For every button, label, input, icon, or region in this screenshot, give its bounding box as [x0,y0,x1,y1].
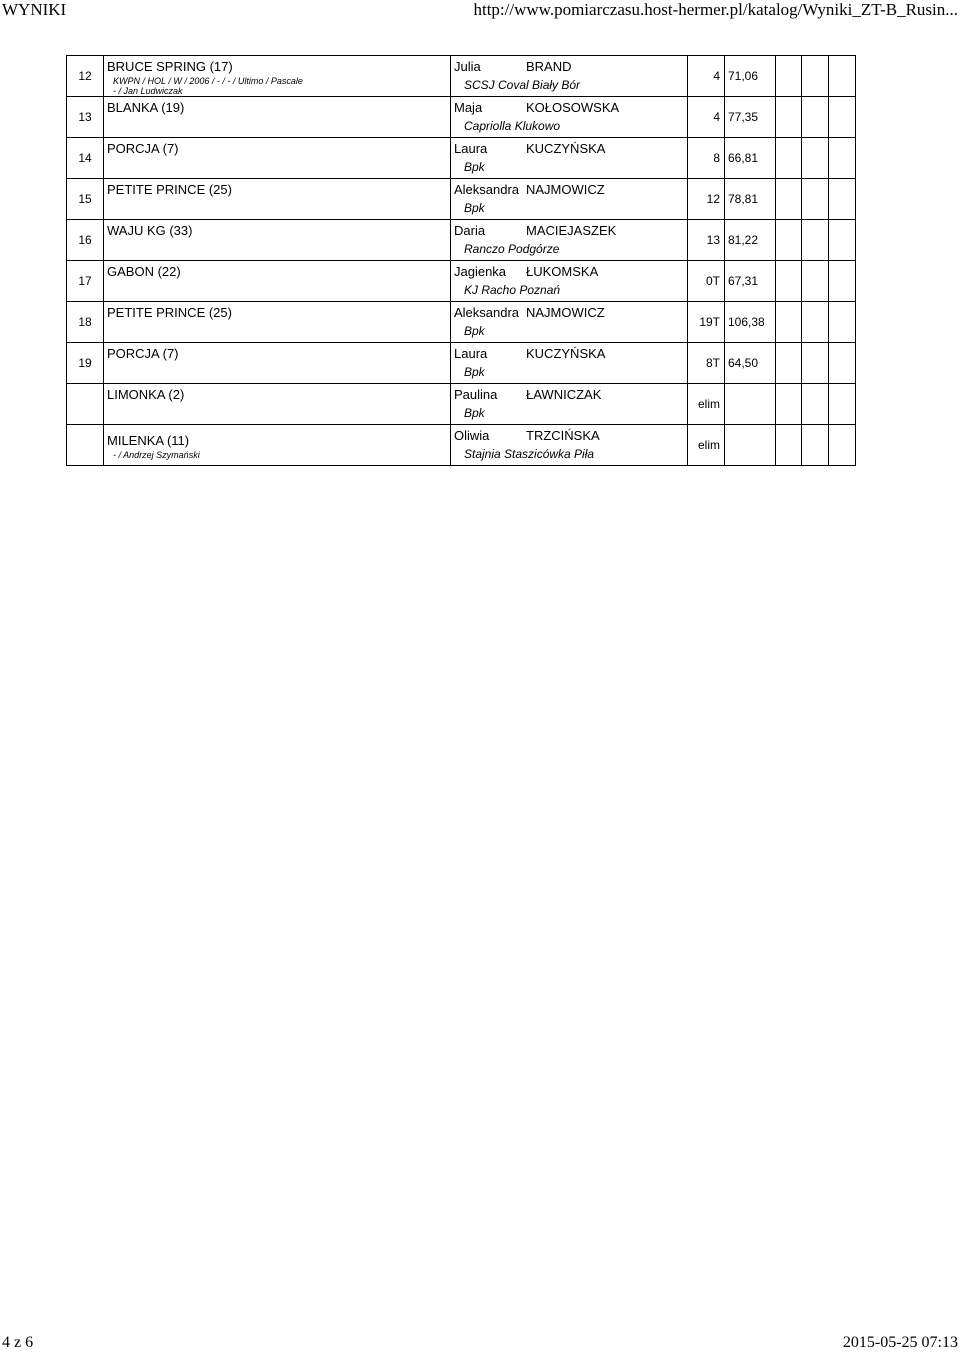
rider-last-name: ŁUKOMSKA [526,264,599,279]
rider-last-name: BRAND [526,59,572,74]
empty-cell [802,97,829,138]
time-cell: 81,22 [725,220,776,261]
rider-last-name: TRZCIŃSKA [526,428,600,443]
table-row [67,220,856,261]
page-number: 4 z 6 [2,1334,34,1351]
club-name: Bpk [464,201,485,215]
page-header [0,0,960,22]
rider-last-name: KOŁOSOWSKA [526,100,620,115]
rider-first-name: Maja [454,100,483,115]
empty-cell [776,179,802,220]
place-cell: 18 [67,302,104,343]
rider-cell [451,138,688,179]
rider-cell [451,97,688,138]
time-cell: 64,50 [725,343,776,384]
empty-cell [829,302,856,343]
rider-cell [451,425,688,466]
horse-name: WAJU KG (33) [107,223,193,238]
club-name: Capriolla Klukowo [464,119,561,133]
empty-cell [802,302,829,343]
penalty-cell: 13 [688,220,725,261]
club-name: SCSJ Coval Biały Bór [464,78,581,92]
empty-cell [802,425,829,466]
empty-cell [829,343,856,384]
time-cell [725,384,776,425]
rider-last-name: ŁAWNICZAK [526,387,602,402]
horse-spacer [107,117,450,136]
empty-cell [829,179,856,220]
table-row [67,56,856,97]
horse-cell [104,97,451,138]
horse-spacer [107,199,450,218]
horse-spacer [107,158,450,177]
horse-spacer [107,363,450,382]
penalty-cell: 8 [688,138,725,179]
horse-cell [104,425,451,466]
results-table [66,55,856,466]
place-cell [67,384,104,425]
club-name: KJ Racho Poznań [464,283,561,297]
empty-cell [829,425,856,466]
horse-name: GABON (22) [107,264,181,279]
club-name: Bpk [464,365,485,379]
place-cell: 15 [67,179,104,220]
empty-cell [802,220,829,261]
rider-cell [451,384,688,425]
empty-cell [829,261,856,302]
rider-cell [451,56,688,97]
empty-cell [776,302,802,343]
rider-last-name: NAJMOWICZ [526,182,605,197]
club-name: Bpk [464,406,485,420]
table-row [67,97,856,138]
horse-name: MILENKA (11) [107,432,190,448]
empty-cell [776,425,802,466]
rider-last-name: KUCZYŃSKA [526,346,606,361]
empty-cell [802,56,829,97]
horse-spacer [107,281,450,300]
empty-cell [802,138,829,179]
empty-cell [829,56,856,97]
penalty-cell: 4 [688,97,725,138]
horse-owner: - / Andrzej Szymański [113,449,200,460]
penalty-cell: 0T [688,261,725,302]
empty-cell [776,343,802,384]
horse-spacer [107,322,450,341]
time-cell [725,425,776,466]
header-url: http://www.pomiarczasu.host-hermer.pl/katalog/Wyniki_ZT-B_Rusin... [473,0,958,19]
horse-cell [104,179,451,220]
rider-first-name: Laura [454,141,488,156]
empty-cell [776,56,802,97]
horse-name: LIMONKA (2) [107,387,185,402]
rider-cell [451,179,688,220]
horse-name: PORCJA (7) [107,346,179,361]
table-row [67,302,856,343]
penalty-cell: 4 [688,56,725,97]
empty-cell [802,261,829,302]
table-row [67,384,856,425]
rider-cell [451,343,688,384]
club-name: Bpk [464,324,485,338]
rider-first-name: Paulina [454,387,498,402]
club-name: Bpk [464,160,485,174]
table-row [67,179,856,220]
rider-first-name: Jagienka [454,264,507,279]
table-row [67,261,856,302]
horse-spacer [107,404,450,423]
penalty-cell: 19T [688,302,725,343]
place-cell [67,425,104,466]
empty-cell [776,220,802,261]
rider-first-name: Daria [454,223,486,238]
empty-cell [802,343,829,384]
table-row [67,343,856,384]
header-title: WYNIKI [2,0,67,19]
horse-cell [104,384,451,425]
club-name: Ranczo Podgórze [464,242,560,256]
horse-name: PORCJA (7) [107,141,179,156]
time-cell: 71,06 [725,56,776,97]
horse-pedigree: KWPN / HOL / W / 2006 / - / - / Ultimo / Pascale [113,75,303,86]
empty-cell [776,261,802,302]
empty-cell [802,384,829,425]
horse-cell [104,138,451,179]
rider-last-name: NAJMOWICZ [526,305,605,320]
time-cell: 78,81 [725,179,776,220]
horse-owner: - / Jan Ludwiczak [113,85,183,96]
table-row [67,138,856,179]
place-cell: 13 [67,97,104,138]
rider-last-name: KUCZYŃSKA [526,141,606,156]
rider-first-name: Laura [454,346,488,361]
horse-spacer [107,240,450,259]
empty-cell [776,97,802,138]
horse-name: PETITE PRINCE (25) [107,182,232,197]
horse-cell [104,343,451,384]
club-name: Stajnia Staszicówka Piła [464,447,595,461]
page-footer [0,1334,960,1354]
place-cell: 19 [67,343,104,384]
empty-cell [829,384,856,425]
print-timestamp: 2015-05-25 07:13 [842,1334,958,1351]
place-cell: 12 [67,56,104,97]
rider-first-name: Oliwia [454,428,490,443]
horse-cell [104,302,451,343]
time-cell: 77,35 [725,97,776,138]
rider-last-name: MACIEJASZEK [526,223,617,238]
place-cell: 16 [67,220,104,261]
empty-cell [776,384,802,425]
penalty-cell: elim [688,384,725,425]
empty-cell [829,138,856,179]
horse-cell [104,220,451,261]
horse-cell [104,56,451,97]
rider-cell [451,261,688,302]
table-row [67,425,856,466]
time-cell: 106,38 [725,302,776,343]
rider-first-name: Julia [454,59,481,74]
penalty-cell: 8T [688,343,725,384]
empty-cell [829,97,856,138]
empty-cell [802,179,829,220]
place-cell: 14 [67,138,104,179]
rider-cell [451,220,688,261]
time-cell: 67,31 [725,261,776,302]
rider-first-name: Aleksandra [454,305,520,320]
place-cell: 17 [67,261,104,302]
time-cell: 66,81 [725,138,776,179]
penalty-cell: 12 [688,179,725,220]
empty-cell [829,220,856,261]
horse-name: PETITE PRINCE (25) [107,305,232,320]
empty-cell [776,138,802,179]
horse-name: BRUCE SPRING (17) [107,58,233,74]
penalty-cell: elim [688,425,725,466]
rider-cell [451,302,688,343]
rider-first-name: Aleksandra [454,182,520,197]
horse-name: BLANKA (19) [107,100,185,115]
horse-cell [104,261,451,302]
